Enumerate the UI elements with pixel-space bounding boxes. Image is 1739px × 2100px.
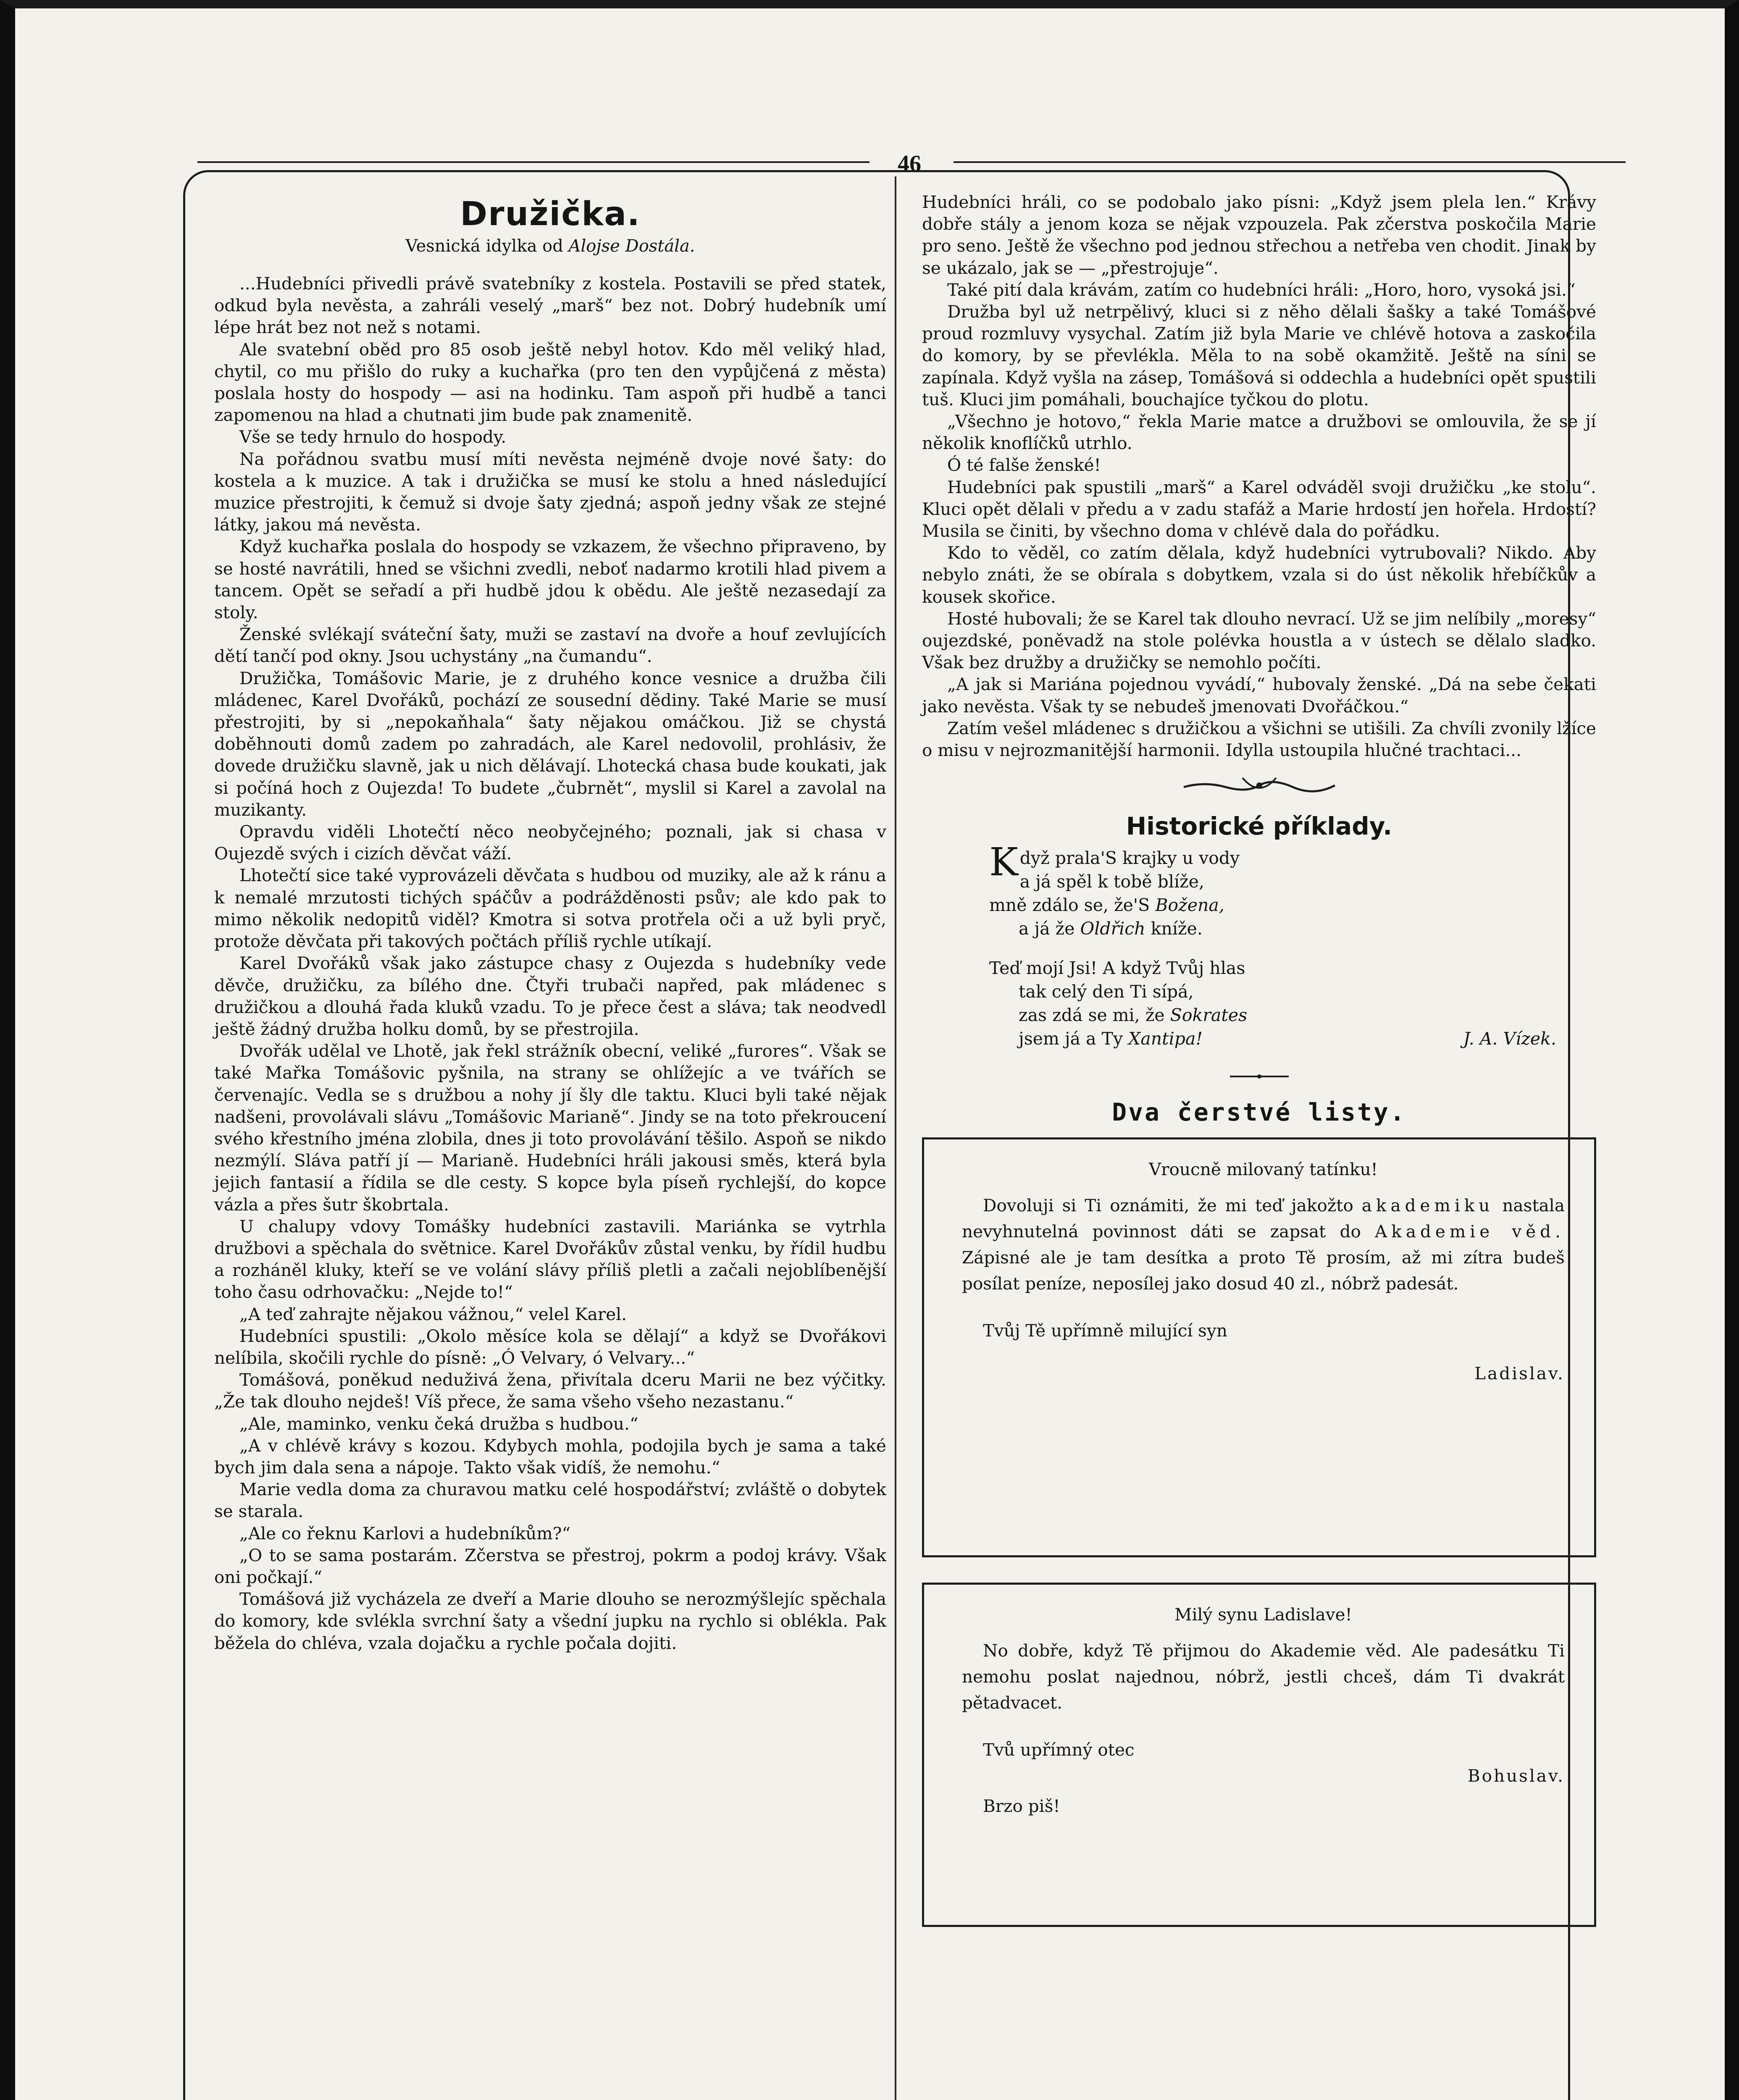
small-divider bbox=[1230, 1066, 1289, 1084]
article-paragraph: Tomášová, poněkud neduživá žena, přivítala dceru Marii ne bez výčitky. „Že tak dlouho nejdeš! Víš přece, že sama všeho všeho nezastanu.“ bbox=[214, 1370, 886, 1412]
article-title: Družička. bbox=[460, 195, 641, 233]
article-paragraph: „Ale, maminko, venku čeká družba s hudbou.“ bbox=[239, 1413, 638, 1434]
page-number: 46 bbox=[898, 151, 921, 177]
letter-text: nastala nevyhnutelná povinnost dáti se zapsat do bbox=[962, 1195, 1565, 1242]
poem-stanza bbox=[989, 956, 1596, 1050]
poem-line-text: a já že bbox=[1019, 919, 1080, 939]
continuation-paragraph: Zatím vešel mládenec s družičkou a všichni se utišili. Za chvíli zvonily lžíce o misu v nejrozmanitější harmonii. Idylla ustoupila hlučné trachtaci... bbox=[922, 718, 1596, 761]
column-divider bbox=[895, 176, 896, 2100]
continuation-paragraph: Také pití dala krávám, zatím co hudebníci hráli: „Horo, horo, vysoká jsi.“ bbox=[947, 279, 1576, 300]
article-paragraph: Družička, Tomášovic Marie, je z druhého konce vesnice a družba čili mládenec, Karel Dvořáků, pochází ze sousední dědiny. Také Marie se musí přestrojiti, by si „nepokaňhala“ šaty nějakou omáčkou. Již se chystá doběhnouti domů zadem po zahradách, ale Karel nedovolil, prohlásiv, že dovede družičku slavně, jak u nich dělávají. Lhotecká chasa bude koukati, jak si počíná hoch z Oujezda! To budete „čubrnět“, myslil si Karel a zavolal na muzikanty. bbox=[214, 668, 886, 820]
poem-line-text: dyž prala'S krajky u vody bbox=[1019, 848, 1240, 869]
poem-line-text: jsem já a Ty bbox=[1019, 1029, 1129, 1049]
letter-body: No dobře, když Tě přijmou do Akademie věd. Ale padesátku Ti nemohu poslat najednou, nóbrž, jestli chceš, dám Ti dvakrát pětadvacet. bbox=[962, 1641, 1565, 1713]
poem-title: Historické příklady. bbox=[1126, 812, 1392, 841]
article-paragraph: Na pořádnou svatbu musí míti nevěsta nejméně dvoje nové šaty: do kostela a k muzice. A tak i družička se musí ke stolu a hned následující muzice přestrojiti, k čemuž si dvoje šaty zjedná; aspoň jedny však ze stejné látky, jakou má nevěsta. bbox=[214, 449, 886, 535]
article-paragraph: Ale svatební oběd pro 85 osob ještě nebyl hotov. Kdo měl veliký hlad, chytil, co mu přišlo do ruky a kuchařka (pro ten den vypůjčená z města) poslala hosty do hospody — asi na hodinku. Tam aspoň při hudbě a tanci zapomenou na hlad a chutnati jim bude pak znamenitě. bbox=[214, 339, 886, 425]
poem-author: J. A. Vízek. bbox=[1463, 1029, 1556, 1049]
header-rule-right bbox=[954, 161, 1626, 163]
letters-title: Dva čerstvé listy. bbox=[1112, 1098, 1406, 1127]
ornament-divider bbox=[922, 773, 1596, 803]
article-paragraph: „Ale co řeknu Karlovi a hudebníkům?“ bbox=[239, 1523, 571, 1544]
poem-line-text: kníže. bbox=[1145, 919, 1203, 939]
letter-body bbox=[962, 1192, 1565, 1297]
letter-text: Zápisné ale je tam desítka a proto Tě prosím, až mi zítra budeš posílat peníze, neposílej jako dosud 40 zl., nóbrž padesát. bbox=[962, 1247, 1565, 1294]
poem-line bbox=[989, 1003, 1596, 1027]
poem-line: Teď mojí Jsi! A když Tvůj hlas bbox=[989, 958, 1245, 979]
continuation-paragraph: Ó té falše ženské! bbox=[947, 455, 1101, 475]
poem-line-italic: Oldřich bbox=[1080, 919, 1145, 939]
article-paragraph: Vše se tedy hrnulo do hospody. bbox=[239, 427, 507, 447]
continuation-paragraph: „A jak si Mariána pojednou vyvádí,“ hubovaly ženské. „Dá na sebe čekati jako nevěsta. Však ty se nebudeš jmenovati Dvořáčkou.“ bbox=[922, 674, 1596, 717]
poem-dropcap: K bbox=[989, 840, 1018, 885]
poem-line bbox=[989, 917, 1596, 940]
article-paragraph: „O to se sama postarám. Zčerstva se přestroj, pokrm a podoj krávy. Však oni počkají.“ bbox=[214, 1545, 886, 1587]
article-paragraph: Ženské svlékají sváteční šaty, muži se zastaví na dvoře a houf zevlujících dětí tančí pod okny. Jsou uchystány „na čumandu“. bbox=[214, 624, 886, 667]
letter-text: Dovoluji si Ti oznámiti, že mi teď jakožto bbox=[983, 1195, 1362, 1216]
letter-closing: Tvů upřímný otec bbox=[983, 1740, 1135, 1760]
flourish-ornament-icon bbox=[1179, 773, 1339, 798]
continuation-paragraph: Hudebníci pak spustili „marš“ a Karel odváděl svoji družičku „ke stolu“. Kluci opět dělali v předu a v zadu stafáž a Marie hrdostí jen hořela. Hrdostí? Musila se činiti, by všechno doma v chlévě dala do pořádku. bbox=[922, 477, 1596, 541]
article-paragraph: Když kuchařka poslala do hospody se vzkazem, že všechno připraveno, by se hosté navrátili, hned se všichni zvedli, neboť nadarmo krotili hlad pivem a tancem. Opět se seřadí a při hudbě jdou k obědu. Ale ještě nezasedají za stoly. bbox=[214, 536, 886, 623]
article-paragraph: Hudebníci spustili: „Okolo měsíce kola se dělají“ a když se Dvořákovi nelíbila, skočili rychle do písně: „Ó Velvary, ó Velvary...“ bbox=[214, 1326, 886, 1368]
article-subtitle bbox=[214, 236, 886, 256]
continuation-paragraph: Kdo to věděl, co zatím dělala, když hudebníci vytrubovali? Nikdo. Aby nebylo znáti, že se obírala s dobytkem, vzala si do úst několik hřebíčkův a kousek skořice. bbox=[922, 543, 1596, 607]
divider-ornament-icon bbox=[1230, 1073, 1289, 1080]
article-paragraph: Tomášová již vycházela ze dveří a Marie dlouho se nerozmýšlejíc spěchala do komory, kde svlékla svrchní šaty a všední jupku na rychlo si oblékla. Pak běžela do chléva, vzala dojačku a rychle počala dojiti. bbox=[214, 1589, 886, 1653]
poem-line-italic: Xantipa! bbox=[1128, 1029, 1203, 1049]
poem-line-text: mně zdálo se, že'S bbox=[989, 895, 1156, 916]
poem-line bbox=[989, 1027, 1556, 1050]
continuation-paragraph: Hudebníci hráli, co se podobalo jako písni: „Když jsem plela len.“ Krávy dobře stály a jenom koza se nějak vzpouzela. Pak zčerstva poskočila Marie pro seno. Ještě že všechno pod jednou střechou a netřeba ven chodit. Jinak by se ukázalo, jak se — „přestrojuje“. bbox=[922, 192, 1596, 278]
letter-signature: Ladislav. bbox=[1474, 1363, 1565, 1384]
header-rule-left bbox=[197, 161, 870, 163]
poem-stanza bbox=[989, 840, 1596, 940]
article-paragraph: Opravdu viděli Lhotečtí něco neobyčejného; poznali, jak si chasa v Oujezdě svých i cizích děvčat váží. bbox=[214, 822, 886, 864]
article-paragraph: Dvořák udělal ve Lhotě, jak řekl strážník obecní, veliké „furores“. Však se také Mařka Tomášovic pyšnila, na strany se ohlížejíc a ve tvářích se červenajíc. Vedla se s družbou a nohy jí šly dle taktu. Kluci byli také nějak nadšeni, provolávali slávu „Tomášovic Marianě“. Jindy se na toto překroucení svého křestního jména zlobila, dnes ji toto provolávání těšilo. Aspoň se nikdo nezmýlí. Sláva patří jí — Marianě. Hudebníci hráli jakousi směs, která byla jejich fantasií a řídila se dle cesty. S kopce byla píseň rychlejší, do kopce vázla a přes šutr škobrtala. bbox=[214, 1041, 886, 1215]
poem-line: tak celý den Ti sípá, bbox=[1019, 982, 1194, 1002]
article-paragraph: Lhotečtí sice také vyprovázeli děvčata s hudbou od muziky, ale až k ránu a k nemalé mrzutosti tichých spáčův a podrážděnosti psův; ale kdo pak to mimo několik nedopitů viděl? Kmotra si sotva protřela oči a už byli pryč, protože děvčata při takových počtách příliš rychle utíkají. bbox=[214, 865, 886, 952]
continuation-paragraph: „Všechno je hotovo,“ řekla Marie matce a družbovi se omlouvila, že se jí několik knoflíčků utrhlo. bbox=[922, 411, 1596, 454]
letter-box-father bbox=[922, 1583, 1596, 1927]
letter-greeting: Vroucně milovaný tatínku! bbox=[1149, 1159, 1378, 1180]
article-paragraph: Marie vedla doma za churavou matku celé hospodářství; zvláště o dobytek se starala. bbox=[214, 1479, 886, 1522]
letter-postscript: Brzo piš! bbox=[983, 1796, 1060, 1816]
letter-greeting: Milý synu Ladislave! bbox=[1174, 1604, 1352, 1625]
article-paragraph: U chalupy vdovy Tomášky hudebníci zastavili. Mariánka se vytrhla družbovi a spěchala do světnice. Karel Dvořákův zůstal venku, by řídil hudbu a rozháněl kluky, kteří se ve volání slávy příliš pletli a začali nejoblíbenější toho času odrhovačku: „Nejde to!“ bbox=[214, 1216, 886, 1302]
letter-spaced-text: Akademie věd. bbox=[1375, 1221, 1565, 1242]
poem-line: a já spěl k tobě blíže, bbox=[1019, 872, 1205, 892]
letter-box-son bbox=[922, 1137, 1596, 1557]
poem bbox=[922, 840, 1596, 1050]
poem-line-text: zas zdá se mi, že bbox=[1019, 1005, 1170, 1026]
subtitle-prefix: Vesnická idylka od bbox=[405, 236, 569, 256]
poem-line bbox=[989, 893, 1596, 917]
article-paragraph: Karel Dvořáků však jako zástupce chasy z Oujezda s hudebníky vede děvče, družičku, za bílého dne. Čtyři trubači napřed, pak mládenec s družičkou a dlouhá řada kluků vzadu. To je přece čest a sláva; tak neodvedl ještě žádný družba holku domů, by se přestrojila. bbox=[214, 953, 886, 1039]
poem-line-italic: Božena, bbox=[1155, 895, 1224, 916]
continuation-paragraph: Družba byl už netrpělivý, kluci si z něho dělali šašky a také Tomášové proud rozmluvy vysychal. Zatím již byla Marie ve chlévě hotova a zaskočila do komory, by se převlékla. Měla to na sobě okamžitě. Ještě na síni se zapínala. Když vyšla na zásep, Tomášová si oddechla a hudebníci opět spustili tuš. Kluci jim pomáhali, bouchajíce tyčkou do plotu. bbox=[922, 302, 1596, 410]
continuation-paragraph: Hosté hubovali; že se Karel tak dlouho nevrací. Už se jim nelíbily „moresy“ oujezdské, poněvadž na stole polévka houstla a v ústech se dělalo sladko. Však bez družby a družičky se nemohlo počíti. bbox=[922, 608, 1596, 673]
poem-line-italic: Sokrates bbox=[1170, 1005, 1248, 1026]
left-column bbox=[214, 191, 886, 1654]
article-paragraph: „A teď zahrajte nějakou vážnou,“ velel Karel. bbox=[239, 1304, 627, 1324]
letter-closing: Tvůj Tě upřímně milující syn bbox=[983, 1320, 1227, 1341]
letter-signature: Bohuslav. bbox=[1467, 1766, 1565, 1786]
right-column bbox=[922, 191, 1596, 1927]
letter-spaced-text: akademiku bbox=[1361, 1195, 1494, 1216]
subtitle-author: Alojse Dostála. bbox=[568, 236, 695, 256]
article-paragraph: „A v chlévě krávy s kozou. Kdybych mohla, podojila bych je sama a také bych jim dala sena a nápoje. Takto však vidíš, že nemohu.“ bbox=[214, 1435, 886, 1478]
article-paragraph: ...Hudebníci přivedli právě svatebníky z kostela. Postavili se před statek, odkud byla nevěsta, a zahráli veselý „marš“ bez not. Dobrý hudebník umí lépe hrát bez not než s notami. bbox=[214, 273, 886, 338]
